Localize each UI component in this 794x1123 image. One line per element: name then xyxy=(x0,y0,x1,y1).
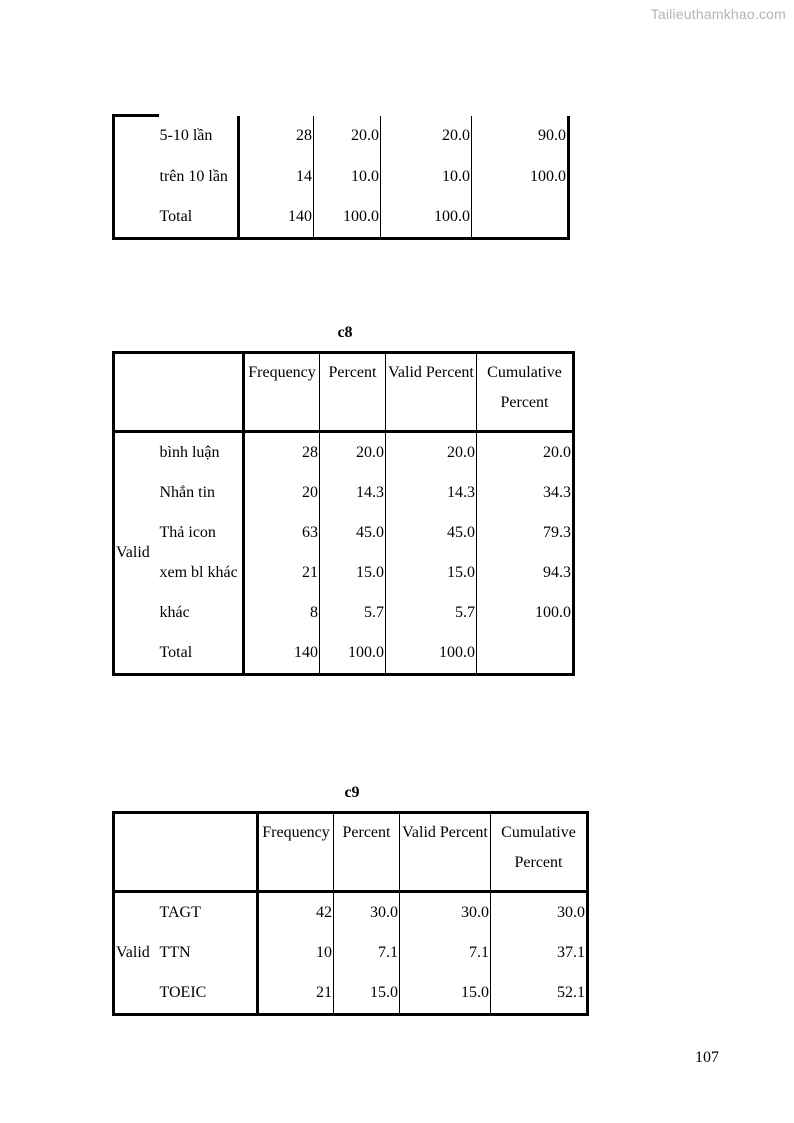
table-caption: c8 xyxy=(337,324,353,341)
frequency-cell: 28 xyxy=(239,116,314,158)
table-caption: c9 xyxy=(344,784,360,801)
frequency-cell: 28 xyxy=(244,432,320,474)
cumulative-percent-cell: 90.0 xyxy=(538,127,566,145)
valid-percent-cell: 30.0 xyxy=(400,892,491,934)
percent-cell: 5.7 xyxy=(320,593,386,633)
frequency-cell: 20 xyxy=(244,473,320,513)
frequency-header: Frequency xyxy=(258,813,334,892)
group-cell xyxy=(114,157,159,197)
percent-cell: 100.0 xyxy=(320,633,386,675)
valid-percent-cell: 5.7 xyxy=(386,593,477,633)
frequency-cell: 14 xyxy=(239,157,314,197)
cumulative-percent-cell: 100.0 xyxy=(535,604,571,621)
table-row xyxy=(114,432,574,474)
cumulative-percent-cell: 34.3 xyxy=(543,484,571,501)
header-blank xyxy=(114,813,159,892)
valid-percent-cell: 10.0 xyxy=(381,157,472,197)
category-label: trên 10 lần xyxy=(159,157,239,197)
frequency-header: Frequency xyxy=(244,353,320,432)
valid-percent-header: Valid Percent xyxy=(386,353,477,432)
frequency-cell: 140 xyxy=(244,633,320,675)
cumulative-percent-header: Cumulative Percent xyxy=(477,353,574,432)
valid-percent-header: Valid Percent xyxy=(400,813,491,892)
table-row xyxy=(114,116,569,158)
percent-cell: 100.0 xyxy=(314,197,381,239)
header-blank xyxy=(159,813,258,892)
cumulative-percent-header: Cumulative Percent xyxy=(491,813,588,892)
cumulative-percent-cell xyxy=(477,633,574,675)
valid-percent-cell: 14.3 xyxy=(386,473,477,513)
continuation-table xyxy=(112,114,570,240)
table-row xyxy=(114,513,574,553)
percent-cell: 20.0 xyxy=(314,116,381,158)
header-row xyxy=(114,813,588,892)
percent-header: Percent xyxy=(320,353,386,432)
cumulative-percent-cell: 30.0 xyxy=(557,904,585,921)
header-blank xyxy=(159,353,244,432)
category-label: Nhắn tin xyxy=(159,473,244,513)
frequency-cell: 8 xyxy=(244,593,320,633)
frequency-cell: 42 xyxy=(258,892,334,934)
percent-cell: 45.0 xyxy=(320,513,386,553)
percent-cell: 15.0 xyxy=(334,973,400,1015)
watermark: Tailieuthamkhao.com xyxy=(650,6,786,22)
table-row xyxy=(114,892,588,934)
page-number: 107 xyxy=(695,1049,719,1066)
header-row xyxy=(114,353,574,432)
category-label: TOEIC xyxy=(159,973,258,1015)
percent-cell: 20.0 xyxy=(320,432,386,474)
frequency-cell: 140 xyxy=(239,197,314,239)
c9-table xyxy=(112,811,589,1016)
table-row xyxy=(114,553,574,593)
table-row xyxy=(114,157,569,197)
cumulative-percent-cell: 20.0 xyxy=(543,444,571,461)
frequency-cell: 10 xyxy=(258,933,334,973)
c8-table xyxy=(112,351,575,676)
cumulative-percent-cell: 79.3 xyxy=(543,524,571,541)
valid-percent-cell: 20.0 xyxy=(386,432,477,474)
header-blank xyxy=(114,353,159,432)
valid-percent-cell: 7.1 xyxy=(400,933,491,973)
table-row xyxy=(114,973,588,1015)
frequency-cell: 63 xyxy=(244,513,320,553)
category-label: xem bl khác xyxy=(159,553,244,593)
valid-percent-cell: 15.0 xyxy=(400,973,491,1015)
category-label: Thả icon xyxy=(159,513,244,553)
category-label: bình luận xyxy=(159,432,244,474)
percent-cell: 30.0 xyxy=(334,892,400,934)
group-cell xyxy=(114,197,159,239)
category-label: TTN xyxy=(159,933,258,973)
percent-cell: 15.0 xyxy=(320,553,386,593)
percent-header: Percent xyxy=(334,813,400,892)
valid-percent-cell: 100.0 xyxy=(381,197,472,239)
category-label: khác xyxy=(159,593,244,633)
table-row xyxy=(114,197,569,239)
percent-cell: 7.1 xyxy=(334,933,400,973)
cumulative-percent-cell: 52.1 xyxy=(557,984,585,1001)
cumulative-percent-cell: 100.0 xyxy=(530,168,566,185)
category-label: Total xyxy=(159,197,239,239)
valid-percent-cell: 20.0 xyxy=(381,116,472,158)
percent-cell: 14.3 xyxy=(320,473,386,513)
cumulative-percent-cell xyxy=(472,197,569,239)
valid-percent-cell: 45.0 xyxy=(386,513,477,553)
table-row xyxy=(114,593,574,633)
group-label: Valid xyxy=(116,944,150,961)
category-label: Total xyxy=(159,633,244,675)
group-cell xyxy=(114,116,159,158)
valid-percent-cell: 100.0 xyxy=(386,633,477,675)
frequency-cell: 21 xyxy=(258,973,334,1015)
cumulative-percent-cell: 37.1 xyxy=(557,944,585,961)
category-label: TAGT xyxy=(159,892,258,934)
table-row xyxy=(114,473,574,513)
category-label: 5-10 lần xyxy=(159,116,239,158)
table-row xyxy=(114,633,574,675)
cumulative-percent-cell: 94.3 xyxy=(543,564,571,581)
percent-cell: 10.0 xyxy=(314,157,381,197)
frequency-cell: 21 xyxy=(244,553,320,593)
valid-percent-cell: 15.0 xyxy=(386,553,477,593)
group-label: Valid xyxy=(116,544,150,561)
table-row xyxy=(114,933,588,973)
